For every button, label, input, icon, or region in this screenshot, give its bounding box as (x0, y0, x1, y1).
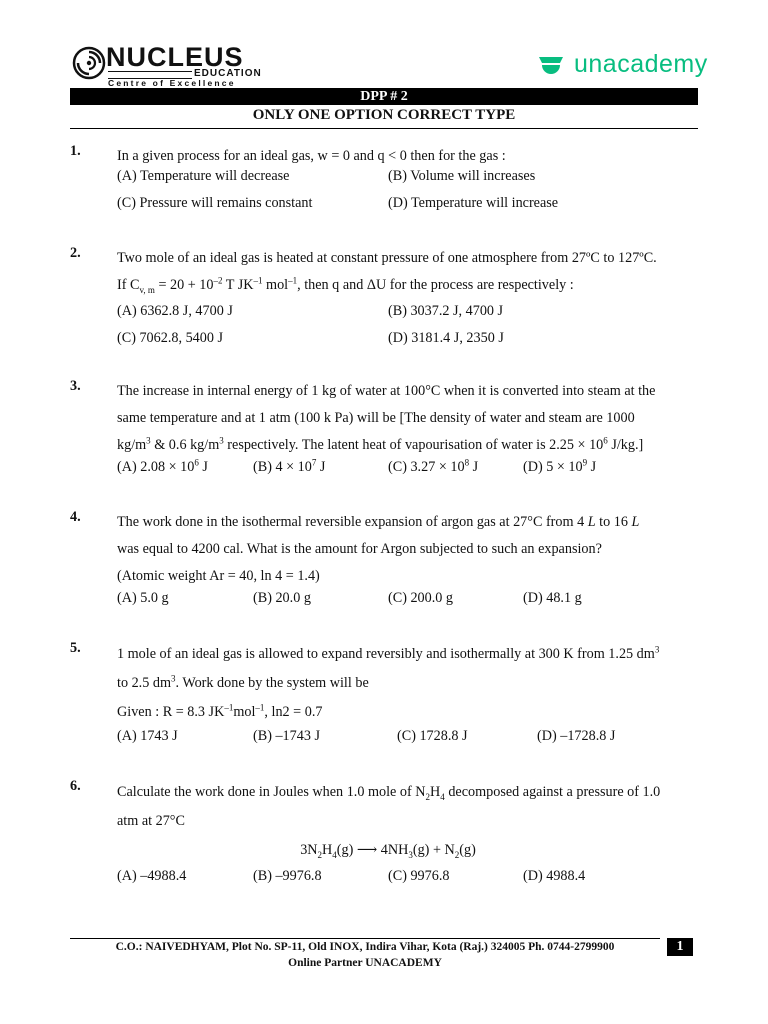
unacademy-mark-icon (538, 54, 564, 80)
option-a[interactable]: (A) 6362.8 J, 4700 J (117, 303, 233, 319)
question-line: If $C_{v, m} = 20 + 10^{-2}$ T $JK^{-1}$ mol$^{-1}$, then q and ΔU for the process are respectively : (117, 275, 574, 295)
question-text (117, 245, 699, 299)
option-b[interactable]: (B) Volume will increases (388, 168, 536, 184)
option-a[interactable]: (A) 5.0 g (117, 590, 169, 606)
question-number: 2. (70, 245, 81, 261)
option-b[interactable]: (B) –1743 J (253, 728, 320, 744)
option-a[interactable]: (A) $2.08 \times 10^6$ J (117, 457, 208, 475)
option-c[interactable]: (C) Pressure will remains constant (117, 195, 313, 211)
question-line: was equal to 4200 cal. What is the amount for Argon subjected to such an expansion? (117, 541, 602, 557)
option-a[interactable]: (A) –4988.4 (117, 868, 187, 884)
option-b[interactable]: (B) $4 \times 10^7$ J (253, 457, 326, 475)
option-c[interactable]: (C) $3.27 \times 10^8$ J (388, 457, 479, 475)
header-divider (70, 128, 698, 129)
question-line: $kg/m^3$ & 0.6 $kg/m^3$ respectively. The latent heat of vapourisation of water is $2.25 \times 10^6$ J/kg.] (117, 435, 644, 453)
option-b[interactable]: (B) 3037.2 J, 4700 J (388, 303, 504, 319)
nucleus-logo (72, 44, 262, 88)
nucleus-wordmark: NUCLEUS (106, 42, 244, 72)
question-text (117, 143, 699, 170)
question-line: (Atomic weight Ar = 40, ln 4 = 1.4) (117, 568, 320, 584)
option-d[interactable]: (D) Temperature will increase (388, 195, 559, 211)
option-c[interactable]: (C) 9976.8 (388, 868, 450, 884)
question-line: In a given process for an ideal gas, w = 0 and q < 0 then for the gas : (117, 148, 506, 164)
option-c[interactable]: (C) 1728.8 J (397, 728, 468, 744)
option-d[interactable]: (D) 4988.4 (523, 868, 586, 884)
option-d[interactable]: (D) –1728.8 J (537, 728, 616, 744)
option-a[interactable]: (A) Temperature will decrease (117, 168, 290, 184)
nucleus-tagline: Centre of Excellence (108, 78, 236, 88)
question-number: 6. (70, 778, 81, 794)
question-line: same temperature and at 1 atm (100 k Pa) will be [The density of water and steam are 1000 (117, 410, 635, 426)
question-text (117, 778, 699, 865)
reaction-equation: $3N_2H_4(g)$ ⟶ $4NH_3(g) + N_2(g)$ (300, 842, 476, 860)
question-line: Two mole of an ideal gas is heated at constant pressure of one atmosphere from 27ºC to 127ºC. (117, 250, 657, 266)
question-line: atm at 27°C (117, 813, 185, 829)
question-number: 5. (70, 640, 81, 656)
question-number: 4. (70, 509, 81, 525)
footer-partner: Online Partner UNACADEMY (288, 957, 442, 969)
page-number: 1 (667, 938, 693, 956)
question-line: 1 mole of an ideal gas is allowed to expand reversibly and isothermally at 300 K from 1.25 $dm^3$ (117, 644, 660, 662)
section-title: ONLY ONE OPTION CORRECT TYPE (252, 107, 516, 123)
option-d[interactable]: (D) 3181.4 J, 2350 J (388, 330, 504, 346)
question-line: to 2.5 $dm^3$. Work done by the system will be (117, 673, 369, 691)
option-b[interactable]: (B) –9976.8 (253, 868, 322, 884)
question-text (117, 640, 699, 727)
nucleus-swirl-icon (72, 46, 106, 80)
footer-divider (70, 938, 660, 939)
question-line: Calculate the work done in Joules when 1.0 mole of $N_2H_4$ decomposed against a pressure of 1.0 (117, 784, 661, 802)
option-d[interactable]: (D) $5 \times 10^9$ J (523, 457, 597, 475)
footer-address: C.O.: NAIVEDHYAM, Plot No. SP-11, Old INOX, Indira Vihar, Kota (Raj.) 324005 Ph. 0744-2799900 (115, 941, 615, 953)
option-d[interactable]: (D) 48.1 g (523, 590, 582, 606)
option-a[interactable]: (A) 1743 J (117, 728, 178, 744)
question-text (117, 378, 699, 459)
unacademy-wordmark: unacademy (574, 50, 708, 78)
question-number: 3. (70, 378, 81, 394)
question-text (117, 509, 699, 590)
dpp-label: DPP # 2 (70, 88, 698, 105)
question-line: The increase in internal energy of 1 kg of water at 100°C when it is converted into steam at the (117, 383, 656, 399)
question-number: 1. (70, 143, 81, 159)
nucleus-education: EDUCATION (194, 68, 262, 79)
option-b[interactable]: (B) 20.0 g (253, 590, 311, 606)
question-line: The work done in the isothermal reversible expansion of argon gas at 27°C from 4 L to 16 L (117, 514, 640, 530)
option-c[interactable]: (C) 200.0 g (388, 590, 454, 606)
question-line: Given : R = 8.3 $JK^{-1}mol^{-1}$, ln2 = 0.7 (117, 702, 323, 720)
option-c[interactable]: (C) 7062.8, 5400 J (117, 330, 224, 346)
